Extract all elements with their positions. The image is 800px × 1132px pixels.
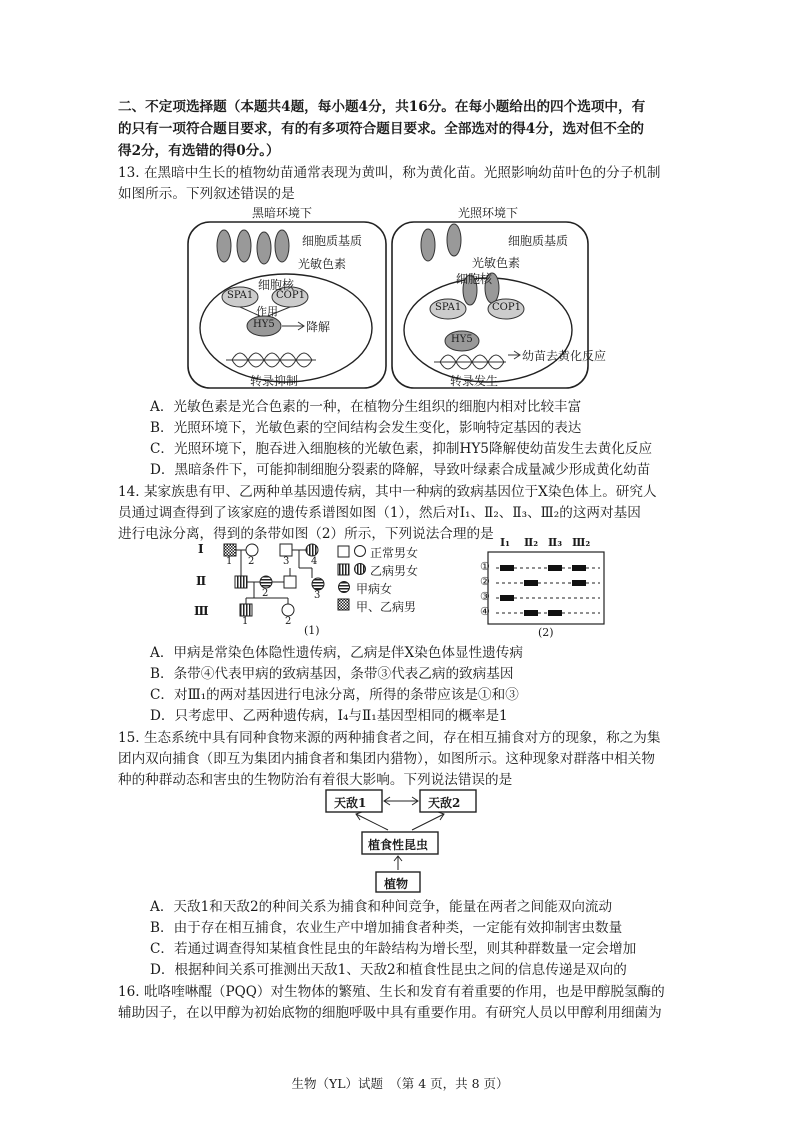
legend-normal-label: 正常男女 [370,546,419,560]
enemy2-label: 天敌2 [428,796,461,810]
dark-nucleus-label: 细胞核 [258,278,295,292]
dark-cytoplasm-label: 细胞质基质 [302,234,363,248]
q14-option-c: C．对Ⅲ₁的两对基因进行电泳分离，所得的条带应该是①和③ [150,687,519,703]
gel-band-label-2: ② [480,575,490,588]
legend-yi-label: 乙病男女 [370,564,419,578]
gel-lane-I1: Ⅰ₁ [500,536,510,549]
q15-stem-line-1: 15. 生态系统中具有同种食物来源的两种捕食者之间，存在相互捕食对方的现象，称之为集 [118,730,661,746]
gel-band-label-3: ③ [480,590,490,603]
q16-stem-line-1: 16. 吡咯喹啉醌（PQQ）对生物体的繁殖、生长和发育有着重要的作用，也是甲醇脱氢酶的 [118,984,665,1000]
q15-option-c: C．若通过调查得知某植食性昆虫的年龄结构为增长型，则其种群数量一定会增加 [150,941,637,957]
section-heading-line-1: 二、不定项选择题（本题共4题，每小题4分，共16分。在每小题给出的四个选项中，有 [118,99,646,115]
q13-option-d: D．黑暗条件下，可能抑制细胞分裂素的降解，导致叶绿素合成量减少形成黄化幼苗 [150,462,651,478]
plant-label: 植物 [384,877,409,891]
gel-band-label-1: ① [480,560,490,573]
dark-spa1-label: SPA1 [227,290,254,301]
light-photopigment-label: 光敏色素 [472,256,521,270]
gel-lane-II3: Ⅱ₃ [548,536,563,549]
q15-option-b: B．由于存在相互捕食，农业生产中增加捕食者种类，一定能有效抑制害虫数量 [150,920,623,936]
q13-stem-line-2: 如图所示。下列叙述错误的是 [118,186,295,202]
dark-cop1-label: COP1 [276,290,305,301]
dark-transcription-label: 转录抑制 [250,374,299,388]
dark-degrade-label: 降解 [306,320,331,334]
q15-option-d: D．根据种间关系可推测出天敌1、天敌2和植食性昆虫之间的信息传递是双向的 [150,962,627,978]
ped-num-II2: 2 [262,588,269,599]
q14-option-a: A．甲病是常染色体隐性遗传病，乙病是伴X染色体显性遗传病 [150,645,523,661]
pedigree-caption: (1) [304,624,320,637]
gel-caption: (2) [538,626,554,639]
ped-gen-I: Ⅰ [198,542,204,556]
gel-lane-III2: Ⅲ₂ [572,536,591,549]
legend-jiayi-label: 甲、乙病男 [356,600,417,614]
q13-option-c: C．光照环境下，胞吞进入细胞核的光敏色素，抑制HY5降解使幼苗发生去黄化反应 [150,441,653,457]
ped-num-II4: 3 [314,590,321,601]
ped-gen-II: Ⅱ [196,574,207,588]
page-footer: 生物（YL）试题 （第 4 页，共 8 页） [291,1076,509,1091]
dark-title: 黑暗环境下 [252,206,313,220]
light-deyellow-label: 幼苗去黄化反应 [522,349,607,363]
ped-num-I2: 2 [248,556,255,567]
light-cop1-label: COP1 [492,302,521,313]
q16-stem-line-2: 辅助因子，在以甲醇为初始底物的细胞呼吸中具有重要作用。有研究人员以甲醇利用细菌为 [118,1005,662,1021]
light-nucleus-label: 细胞核 [456,272,493,286]
q14-stem-line-2: 员通过调查得到了该家庭的遗传系谱图如图（1），然后对Ⅰ₁、Ⅱ₂、Ⅱ₃、Ⅲ₂的这两对基因 [118,505,641,521]
q14-option-d: D．只考虑甲、乙两种遗传病，Ⅰ₄与Ⅱ₁基因型相同的概率是1 [150,708,508,724]
light-spa1-label: SPA1 [435,302,462,313]
insect-label: 植食性昆虫 [368,838,429,852]
ped-num-I4: 4 [311,556,318,567]
q13-option-a: A．光敏色素是光合色素的一种，在植物分生组织的细胞内相对比较丰富 [150,399,582,415]
section-heading-line-3: 得2分，有选错的得0分。） [118,143,280,159]
light-hy5-label: HY5 [451,334,473,345]
section-heading-line-2: 的只有一项符合题目要求，有的有多项符合题目要求。全部选对的得4分，选对但不全的 [118,121,645,137]
enemy1-label: 天敌1 [334,796,367,810]
gel-band-label-4: ④ [480,605,490,618]
q14-option-b: B．条带④代表甲病的致病基因，条带③代表乙病的致病基因 [150,666,514,682]
q15-stem-line-2: 团内双向捕食（即互为集团内捕食者和集团内猎物），如图所示。这种现象对群落中相关物 [118,751,655,767]
light-title: 光照环境下 [458,206,519,220]
light-transcription-label: 转录发生 [450,374,499,388]
q13-stem-line-1: 13. 在黑暗中生长的植物幼苗通常表现为黄叫，称为黄化苗。光照影响幼苗叶色的分子机制 [118,165,661,181]
q15-stem-line-3: 种的种群动态和害虫的生物防治有着很大影响。下列说法错误的是 [118,772,513,788]
ped-num-I1: 1 [226,556,233,567]
ped-num-III2: 2 [285,616,292,627]
ped-num-I3: 3 [283,556,290,567]
q13-option-b: B．光照环境下，光敏色素的空间结构会发生变化，影响特定基因的表达 [150,420,582,436]
dark-photopigment-label: 光敏色素 [298,257,347,271]
legend-jia-label: 甲病女 [356,582,393,596]
dark-hy5-label: HY5 [253,319,275,330]
light-cytoplasm-label: 细胞质基质 [508,234,569,248]
q15-option-a: A．天敌1和天敌2的种间关系为捕食和种间竞争，能量在两者之间能双向流动 [150,899,613,915]
gel-lane-II2: Ⅱ₂ [524,536,539,549]
q14-stem-line-3: 进行电泳分离，得到的条带如图（2）所示，下列说法合理的是 [118,526,494,542]
q14-stem-line-1: 14. 某家族患有甲、乙两种单基因遗传病，其中一种病的致病基因位于X染色体上。研究人 [118,484,657,500]
ped-gen-III: Ⅲ [194,604,209,618]
dark-action-label: 作用 [256,305,278,318]
ped-num-III1: 1 [242,616,249,627]
